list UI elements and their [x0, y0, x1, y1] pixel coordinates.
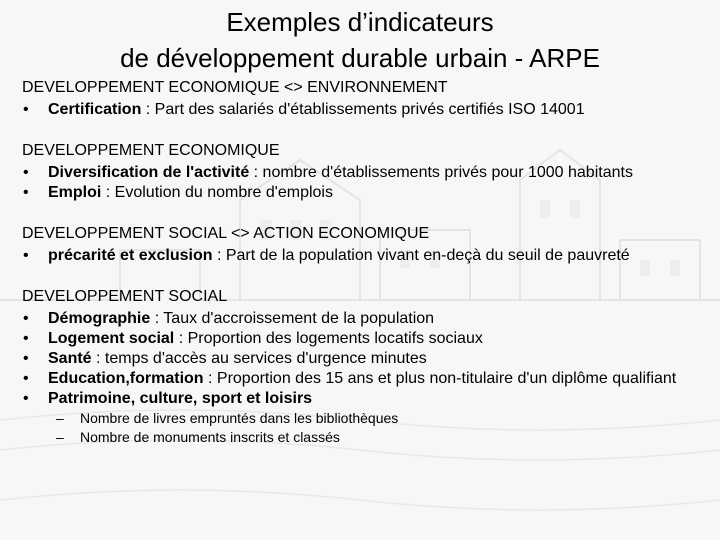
list-item [22, 165, 712, 181]
item-text: : Taux d'accroissement de la population [154, 310, 435, 327]
list-item [22, 102, 712, 118]
section-social [22, 287, 712, 447]
bullet: • [23, 370, 29, 387]
sub-list-item [22, 409, 712, 428]
item-label: Patrimoine, culture, sport et loisirs [48, 390, 313, 407]
title-line-2: de développement durable urbain - ARPE [120, 43, 600, 73]
item-text: : Proportion des 15 ans et plus non-titulaire d'un diplôme qualifiant [203, 370, 677, 387]
section-heading: DEVELOPPEMENT ECONOMIQUE <> ENVIRONNEMENT [22, 79, 448, 96]
item-label: Démographie [48, 310, 155, 327]
list-item [22, 371, 712, 387]
item-text: : Proportion des logements locatifs sociaux [174, 330, 483, 347]
bullet: • [23, 247, 29, 264]
item-label: Logement social [48, 330, 175, 347]
list-item [22, 185, 712, 201]
item-label: précarité et exclusion [48, 247, 213, 264]
sub-item-text: Nombre de livres empruntés dans les bibliothèques [80, 410, 399, 426]
item-text: : Part de la population vivant en-deçà du seuil de pauvreté [212, 247, 630, 264]
title-line-1: Exemples d’indicateurs [226, 7, 494, 37]
item-label: Emploi [48, 184, 102, 201]
item-label: Certification [48, 101, 142, 118]
dash: – [56, 410, 64, 426]
item-text: : Part des salariés d'établissements privés certifiés ISO 14001 [141, 101, 585, 118]
section-heading: DEVELOPPEMENT SOCIAL [22, 288, 228, 305]
slide-title [0, 4, 720, 76]
bullet: • [23, 101, 29, 118]
list-item [22, 248, 712, 264]
list-item [22, 331, 712, 347]
section-heading: DEVELOPPEMENT ECONOMIQUE [22, 142, 280, 159]
item-label: Education,formation [48, 370, 204, 387]
bullet: • [23, 350, 29, 367]
indicator-list [22, 78, 712, 470]
list-item [22, 391, 712, 407]
section-eco-env [22, 78, 712, 118]
item-text: : Evolution du nombre d'emplois [101, 184, 333, 201]
bullet: • [23, 330, 29, 347]
bullet: • [23, 184, 29, 201]
section-social-eco [22, 224, 712, 264]
item-text: : nombre d'établissements privés pour 1000 habitants [249, 164, 633, 181]
item-label: Santé [48, 350, 92, 367]
item-text: : temps d'accès au services d'urgence minutes [91, 350, 427, 367]
section-eco [22, 141, 712, 201]
bullet: • [23, 164, 29, 181]
bullet: • [23, 390, 29, 407]
section-heading: DEVELOPPEMENT SOCIAL <> ACTION ECONOMIQUE [22, 225, 430, 242]
list-item [22, 351, 712, 367]
dash: – [56, 429, 64, 445]
item-label: Diversification de l'activité [48, 164, 250, 181]
sub-item-text: Nombre de monuments inscrits et classés [80, 429, 340, 445]
list-item [22, 311, 712, 327]
sub-list-item [22, 428, 712, 447]
bullet: • [23, 310, 29, 327]
